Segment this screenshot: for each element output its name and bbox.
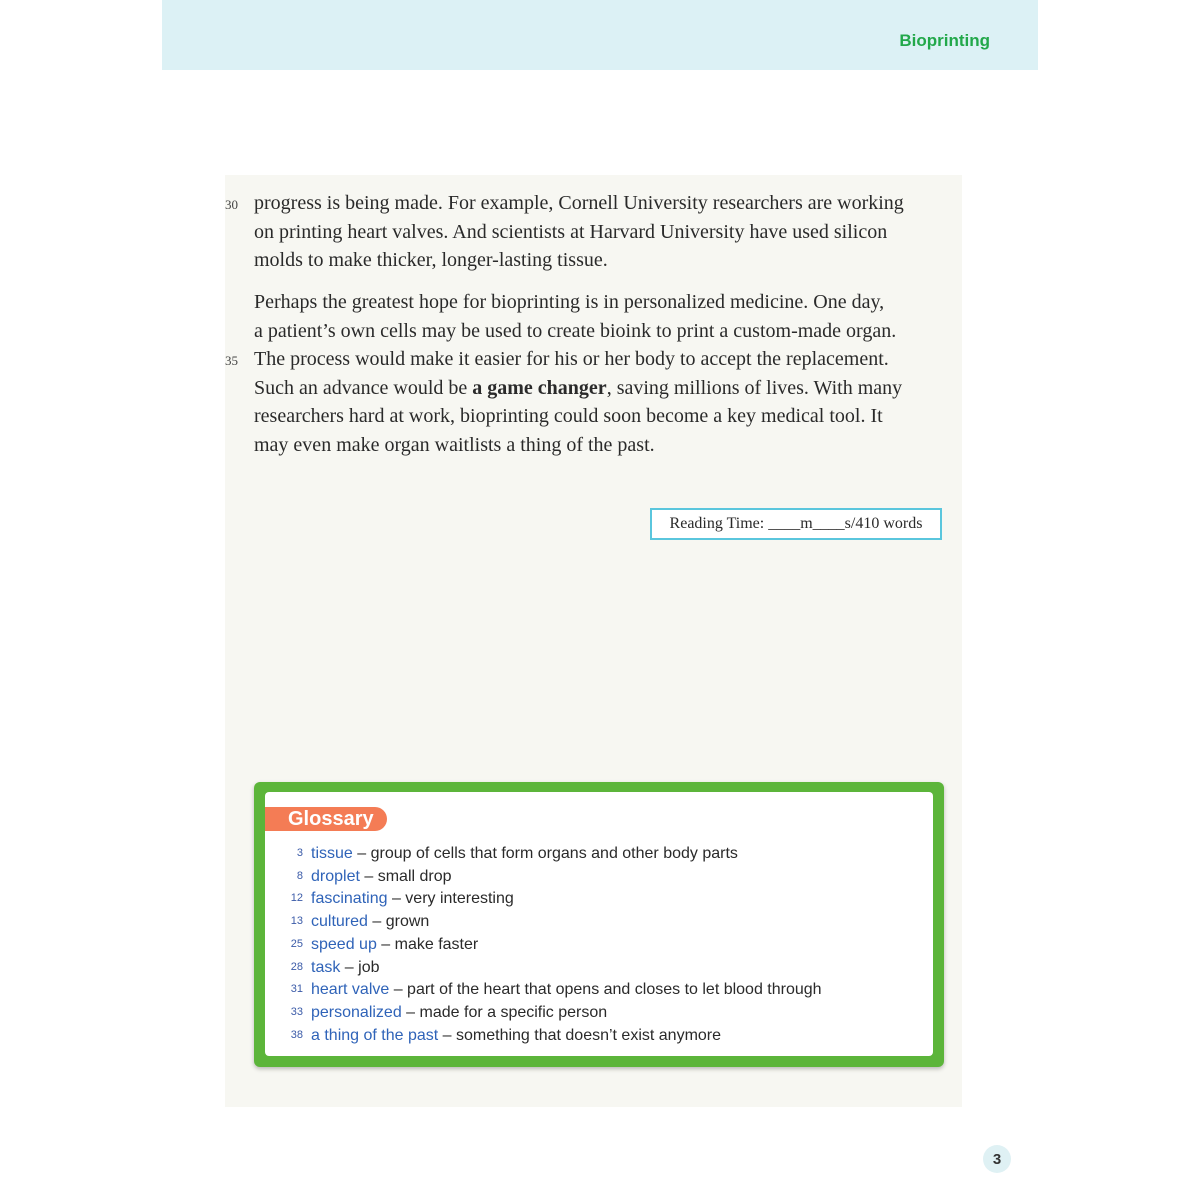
paragraph-1 — [254, 189, 954, 275]
glossary-line-number: 12 — [290, 892, 303, 905]
paragraph-2 — [254, 288, 954, 459]
glossary-item — [285, 845, 738, 867]
glossary-definition: – something that doesn’t exist anymore — [438, 1026, 722, 1044]
glossary-definition: – make faster — [376, 935, 479, 953]
glossary-line-number: 25 — [290, 937, 303, 950]
page-number — [983, 1145, 1011, 1173]
paragraph-line-with-bold — [254, 374, 954, 403]
glossary-item — [285, 890, 514, 912]
glossary-definition: – very interesting — [387, 890, 514, 908]
header-band — [162, 0, 1038, 70]
glossary-item — [285, 913, 429, 935]
paragraph-line: progress is being made. For example, Cornell University researchers are working — [254, 192, 904, 214]
paragraph-text: Such an advance would be — [254, 376, 473, 399]
glossary-item — [285, 981, 822, 1003]
paragraph-line: may even make organ waitlists a thing of the past. — [254, 433, 655, 456]
glossary-item — [285, 868, 452, 890]
glossary-term: task — [311, 958, 341, 976]
glossary-item — [285, 959, 379, 981]
paragraph-line: on printing heart valves. And scientists at Harvard University have used silicon — [254, 220, 888, 243]
glossary-line-number: 38 — [290, 1028, 303, 1041]
glossary-term: droplet — [311, 867, 360, 885]
glossary-term: cultured — [311, 913, 368, 931]
page-number-text: 3 — [992, 1150, 1002, 1168]
glossary-line-number: 31 — [290, 983, 303, 996]
paragraph-line: a patient’s own cells may be used to create bioink to print a custom-made organ. — [254, 319, 897, 342]
glossary-line-number: 28 — [290, 960, 303, 973]
reading-time-text: Reading Time: ____m____s/410 words — [669, 515, 923, 532]
paragraph-line: researchers hard at work, bioprinting could soon become a key medical tool. It — [254, 405, 883, 427]
glossary-title: Glossary — [288, 808, 374, 830]
reading-time-box — [650, 508, 942, 540]
glossary-item — [285, 936, 478, 958]
glossary-definition: – made for a specific person — [401, 1003, 608, 1021]
glossary-line-number: 8 — [296, 869, 303, 882]
paragraph-text: , saving millions of lives. With many — [606, 376, 903, 399]
glossary-term: fascinating — [311, 890, 388, 908]
glossary-item — [285, 1004, 607, 1026]
bold-phrase: a game changer — [472, 376, 607, 399]
line-number-30: 30 — [225, 197, 238, 212]
glossary-line-number: 33 — [290, 1005, 303, 1018]
glossary-definition: – part of the heart that opens and closes to let blood through — [389, 981, 822, 999]
line-number-35: 35 — [225, 353, 238, 368]
glossary-definition: – group of cells that form organs and other body parts — [352, 845, 738, 862]
glossary-term: personalized — [311, 1003, 402, 1021]
glossary-definition: – small drop — [359, 867, 452, 885]
glossary-term: speed up — [311, 935, 377, 953]
glossary-definition: – job — [340, 958, 380, 976]
paragraph-line: molds to make thicker, longer-lasting tissue. — [254, 249, 608, 271]
glossary-term: a thing of the past — [311, 1026, 439, 1044]
glossary-line-number: 13 — [290, 915, 303, 928]
paragraph-line: Perhaps the greatest hope for bioprinting is in personalized medicine. One day, — [254, 291, 885, 313]
glossary-definition: – grown — [367, 913, 430, 931]
glossary-item — [285, 1027, 721, 1049]
page-header-title: Bioprinting — [899, 31, 990, 50]
glossary-term: tissue — [311, 845, 353, 862]
glossary-line-number: 3 — [296, 847, 303, 859]
paragraph-line: The process would make it easier for his or her body to accept the replacement. — [254, 348, 889, 370]
glossary-term: heart valve — [311, 981, 390, 999]
